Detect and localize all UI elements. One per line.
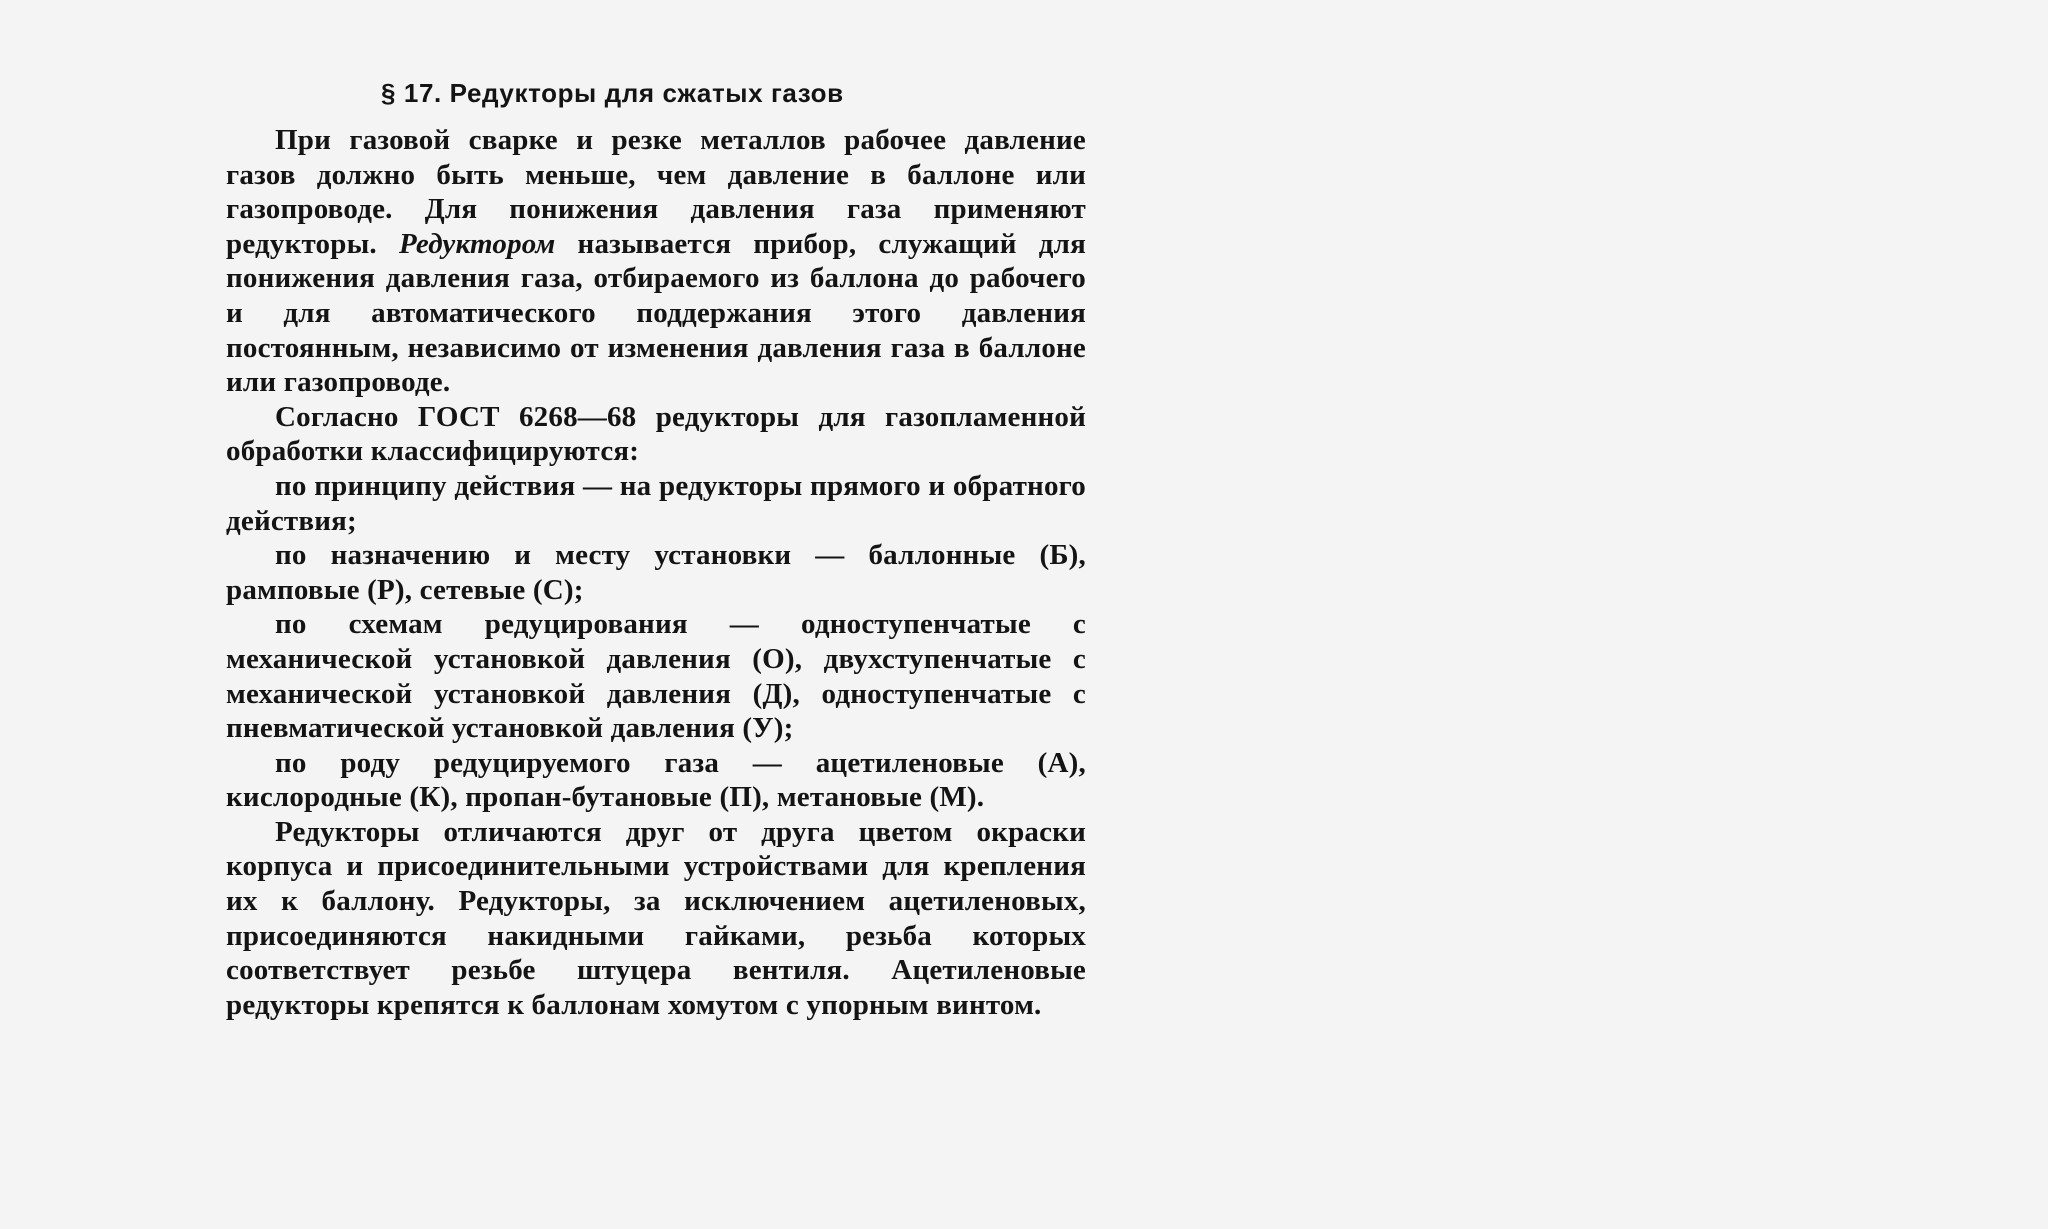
paragraph-text-after-term: называется прибор, служащий для понижения давления газа, отбираемого из баллона до рабочего и для автоматического поддержания этого давления постоянным, независимо от изменения давления газа в баллоне или газопроводе.	[226, 227, 1086, 399]
paragraph-definition	[226, 123, 1086, 400]
paragraph-classification-intro: Согласно ГОСТ 6268—68 редукторы для газопламенной обработки классифицируются:	[226, 400, 1086, 468]
paragraph-by-scheme: по схемам редуцирования — одноступенчатые с механической установкой давления (О), двухступенчатые с механической установкой давления (Д), одноступенчатые с пневматической установкой давления (У);	[226, 608, 1086, 745]
paragraph-text-before-term: При газовой сварке и резке металлов рабочее давление газов должно быть меньше, чем давление в баллоне или газопроводе. Для понижения давления газа применяют редукторы.	[226, 124, 1086, 260]
paragraph-by-purpose: по назначению и месту установки — баллонные (Б), рамповые (Р), сетевые (С);	[226, 539, 1086, 606]
paragraph-by-principle: по принципу действия — на редукторы прямого и обратного действия;	[226, 469, 1086, 537]
section-heading: § 17. Редукторы для сжатых газов	[381, 78, 844, 108]
paragraph-differences: Редукторы отличаются друг от друга цветом окраски корпуса и присоединительными устройствами для крепления их к баллону. Редукторы, за исключением ацетиленовых, присоединяются накидными гайками, резьба которых соответствует резьбе штуцера вентиля. Ацетиленовые редукторы крепятся к баллонам хомутом с упорным винтом.	[226, 815, 1086, 1021]
document-page	[226, 78, 1086, 1022]
defined-term: Редуктором	[398, 227, 556, 260]
paragraph-by-gas: по роду редуцируемого газа — ацетиленовые (А), кислородные (К), пропан-бутановые (П), метановые (М).	[226, 746, 1086, 814]
